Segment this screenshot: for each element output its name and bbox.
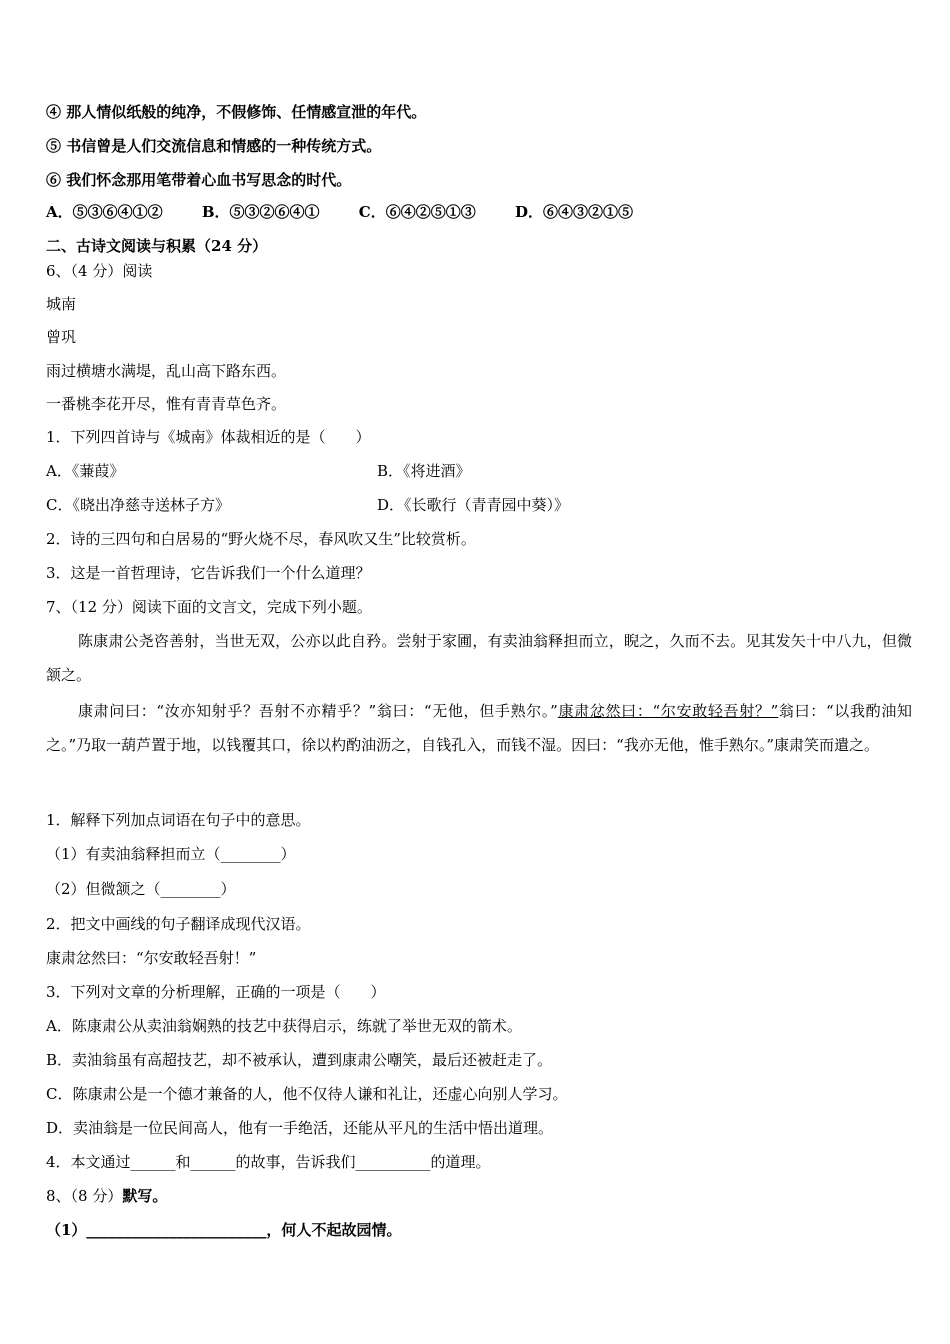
poem-title: 城南 [46, 295, 77, 313]
poem-line-1: 雨过横塘水满堤，乱山高下路东西。 [46, 362, 287, 380]
paragraph-2-start: 康肃问曰：“汝亦知射乎？吾射不亦精乎？”翁曰：“无他，但手熟尔。” [78, 702, 558, 720]
classical-paragraph-2 [46, 694, 912, 762]
q7-option-d: D．卖油翁是一位民间高人，他有一手绝活，还能从平凡的生活中悟出道理。 [46, 1119, 554, 1137]
q7-option-b: B．卖油翁虽有高超技艺，却不被承认，遭到康肃公嘲笑，最后还被赶走了。 [46, 1051, 553, 1069]
option-c: C．⑥④②⑤①③ [358, 203, 476, 221]
item-5: ⑤ 书信曾是人们交流信息和情感的一种传统方式。 [46, 137, 382, 155]
q6-option-b: B．《将进酒》 [377, 462, 471, 480]
q6-option-a: A．《蒹葭》 [46, 462, 125, 480]
q7-option-c: C．陈康肃公是一个德才兼备的人，他不仅待人谦和礼让，还虚心向别人学习。 [46, 1085, 568, 1103]
q7-question-2: 2．把文中画线的句子翻译成现代汉语。 [46, 915, 311, 933]
item-4: ④ 那人情似纸般的纯净，不假修饰、任情感宣泄的年代。 [46, 103, 427, 121]
q6-option-d: D．《长歌行（青青园中葵）》 [377, 496, 570, 514]
q6-question-1: 1．下列四首诗与《城南》体裁相近的是（ ） [46, 428, 371, 446]
q7-heading: 7、（12 分）阅读下面的文言文，完成下列小题。 [46, 598, 372, 616]
q7-translate-sentence: 康肃忿然曰：“尔安敢轻吾射！” [46, 949, 257, 967]
classical-paragraph-1: 陈康肃公尧咨善射，当世无双，公亦以此自矜。尝射于家圃，有卖油翁释担而立，睨之，久而不去。见其发矢十中八九，但微颔之。 [46, 632, 912, 684]
option-d: D．⑥④③②①⑤ [514, 203, 633, 221]
q7-option-a: A．陈康肃公从卖油翁娴熟的技艺中获得启示，练就了举世无双的箭术。 [46, 1017, 522, 1035]
q8-heading-title: 默写。 [122, 1187, 168, 1205]
section-heading: 二、古诗文阅读与积累（24 分） [46, 237, 268, 255]
option-a: A．⑤③⑥④①② [46, 203, 163, 221]
q8-heading-number: 8、（8 分） [46, 1187, 123, 1205]
paragraph-2-end: 翁曰：“以我酌油知之。”乃取一葫芦置于地，以钱覆其口，徐以杓酌油沥之，自钱孔入，而钱不湿。因曰：“我亦无他，惟手熟尔。”康肃笑而遣之。 [46, 702, 912, 754]
q7-question-1: 1．解释下列加点词语在句子中的意思。 [46, 811, 311, 829]
poem-line-2: 一番桃李花开尽，惟有青青草色齐。 [46, 395, 287, 413]
q8-heading [46, 1186, 167, 1206]
q7-question-1-part-1: （1）有卖油翁释担而立（________） [46, 845, 296, 863]
option-b: B．⑤③②⑥④① [201, 203, 320, 221]
options-row [46, 202, 667, 222]
underlined-sentence: 康肃忿然曰：“尔安敢轻吾射？” [557, 702, 779, 720]
item-6: ⑥ 我们怀念那用笔带着心血书写思念的时代。 [46, 171, 352, 189]
q6-question-3: 3．这是一首哲理诗，它告诉我们一个什么道理？ [46, 564, 371, 582]
q6-question-2: 2．诗的三四句和白居易的“野火烧不尽，春风吹又生”比较赏析。 [46, 530, 476, 548]
q8-line-1: （1）________________________，何人不起故园情。 [46, 1221, 402, 1239]
poem-author: 曾巩 [46, 328, 77, 346]
q6-heading: 6、（4 分）阅读 [46, 262, 153, 280]
q7-question-3: 3．下列对文章的分析理解，正确的一项是（ ） [46, 983, 386, 1001]
q6-option-c: C．《晓出净慈寺送林子方》 [46, 496, 230, 514]
q7-question-4: 4．本文通过______和______的故事，告诉我们__________的道理。 [46, 1153, 491, 1171]
q7-question-1-part-2: （2）但微颔之（________） [46, 880, 236, 898]
